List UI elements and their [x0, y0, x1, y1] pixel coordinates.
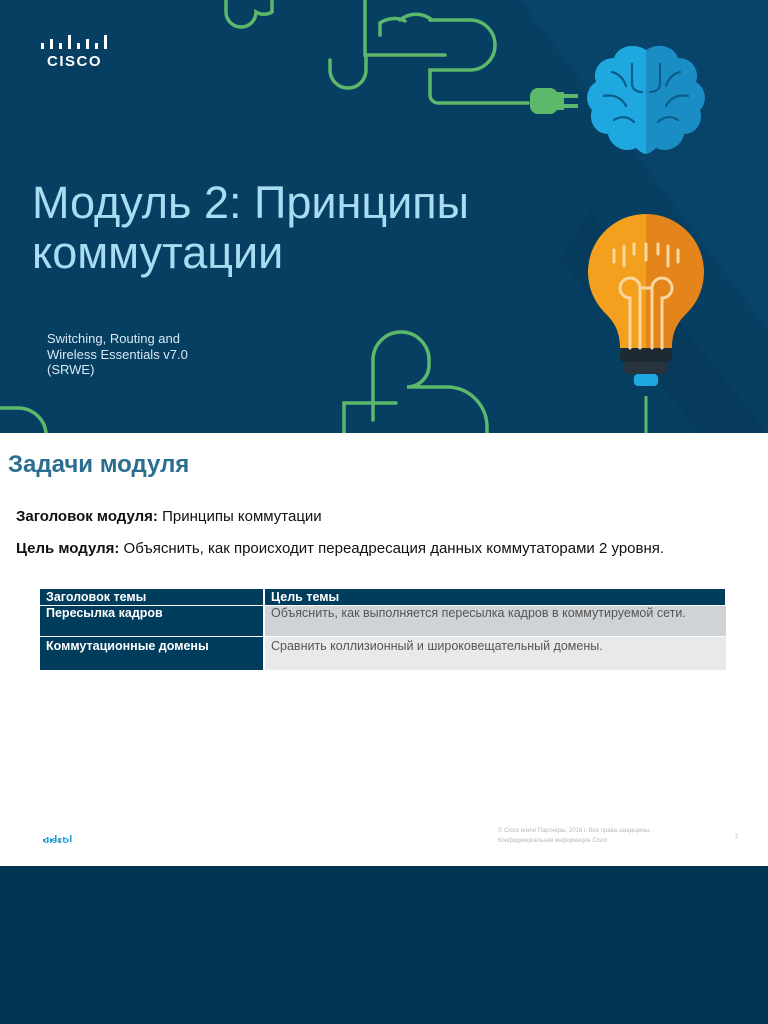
module-title-line	[16, 508, 322, 525]
plug-icon	[530, 88, 578, 114]
course-subtitle-line1: Switching, Routing and	[47, 331, 180, 346]
footer-copyright-line1: © Cisco и/или Партнеры, 2016 г. Все права защищены.	[498, 828, 651, 834]
course-subtitle	[47, 331, 247, 378]
module-goal-line	[16, 540, 664, 557]
table-header-row	[40, 589, 726, 606]
footer-cisco-logo	[42, 830, 72, 848]
topic-cell: Коммутационные домены	[40, 637, 264, 670]
module-goal-value: Объяснить, как происходит переадресация данных коммутаторами 2 уровня.	[119, 540, 665, 557]
module-title-value: Принципы коммутации	[157, 508, 322, 525]
topic-cell: Пересылка кадров	[40, 606, 264, 637]
cisco-logo	[40, 34, 110, 72]
table-row	[40, 606, 726, 637]
course-subtitle-line3: (SRWE)	[47, 362, 95, 377]
slide-title-line2: коммутации	[32, 227, 284, 278]
goal-cell: Объяснить, как выполняется пересылка кадров в коммутируемой сети.	[264, 606, 726, 637]
course-subtitle-line2: Wireless Essentials v7.0	[47, 346, 188, 362]
objectives-slide	[0, 433, 768, 866]
footer-copyright	[498, 826, 651, 846]
footer-copyright-line2: Конфиденциальная информация Cisco	[498, 838, 608, 844]
page-number: 2	[735, 834, 739, 840]
topics-table	[40, 589, 727, 670]
cisco-bars-icon	[40, 34, 110, 50]
objectives-title: Задачи модуля	[8, 451, 190, 478]
module-title-label: Заголовок модуля:	[16, 508, 158, 525]
title-slide	[0, 0, 768, 433]
table-header-topic: Заголовок темы	[40, 589, 264, 606]
slide-title	[32, 178, 552, 278]
table-header-goal: Цель темы	[264, 589, 726, 606]
cisco-logo-text: CISCO	[47, 53, 103, 70]
table-row	[40, 637, 726, 670]
footer-cisco-text: CISCO	[44, 838, 69, 845]
slide-title-line1: Модуль 2: Принципы	[32, 177, 470, 228]
module-goal-label: Цель модуля:	[16, 540, 120, 557]
goal-cell: Сравнить коллизионный и широковещательный домены.	[264, 637, 726, 670]
